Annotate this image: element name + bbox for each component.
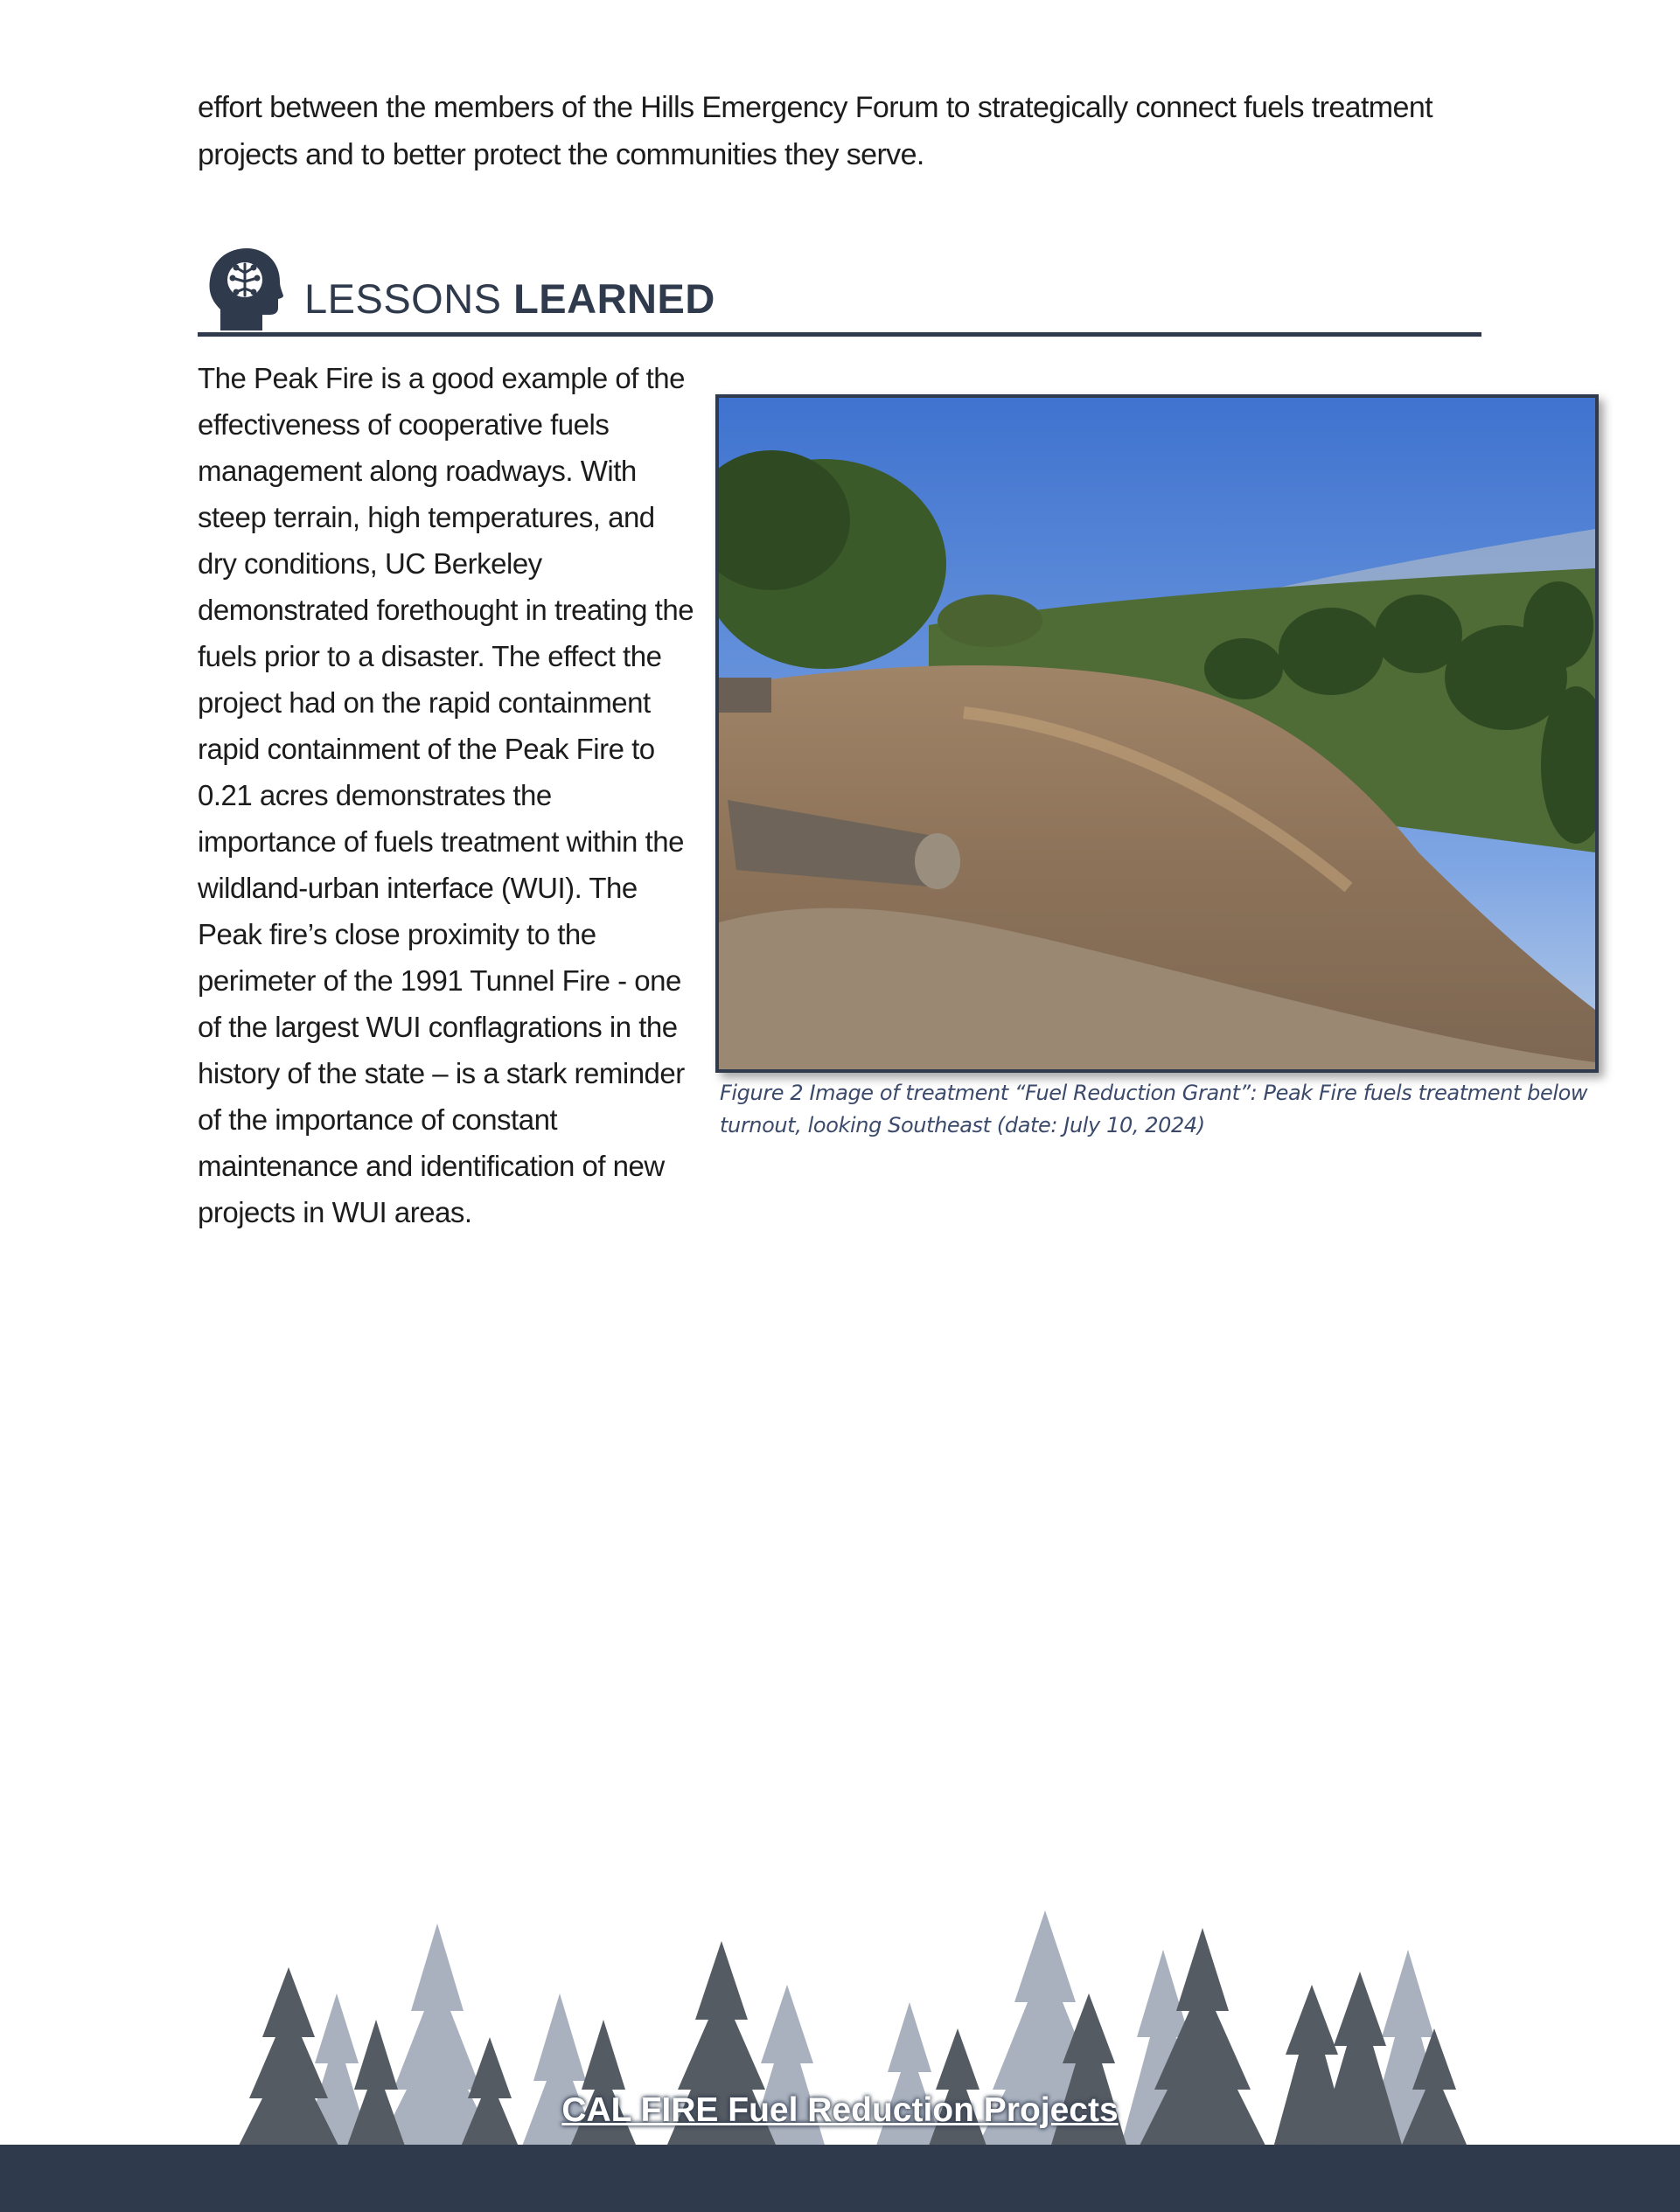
treatment-photo xyxy=(715,394,1599,1073)
section-title-bold: LEARNED xyxy=(513,275,715,322)
figure-caption: Figure 2 Image of treatment “Fuel Reduction Grant”: Peak Fire fuels treatment below turnout, looking Southeast (date: July 10, 2024) xyxy=(720,1081,1588,1137)
section-heading xyxy=(198,247,1481,337)
lessons-body: The Peak Fire is a good example of the effectiveness of cooperative fuels management along roadways. With steep terrain, high temperatures, and dry conditions, UC Berkeley demonstrated forethought in treating the fuels prior to a disaster. The effect the project had on the rapid containment rapid containment of the Peak Fire to 0.21 acres demonstrates the importance of fuels treatment within the wildland-urban interface (WUI). The Peak fire’s close proximity to the perimeter of the 1991 Tunnel Fire - one of the largest WUI conflagrations in the history of the state – is a stark reminder of the importance of constant maintenance and identification of new projects in WUI areas. xyxy=(198,362,694,1228)
footer-band xyxy=(0,2145,1680,2212)
brain-head-icon xyxy=(208,247,283,332)
footer-title: CAL FIRE Fuel Reduction Projects xyxy=(561,2091,1119,2129)
section-title-light: LESSONS xyxy=(304,275,514,322)
intro-paragraph: effort between the members of the Hills Emergency Forum to strategically connect fuels treatment projects and to better protect the communities they serve. xyxy=(198,91,1433,171)
section-title xyxy=(304,276,715,322)
